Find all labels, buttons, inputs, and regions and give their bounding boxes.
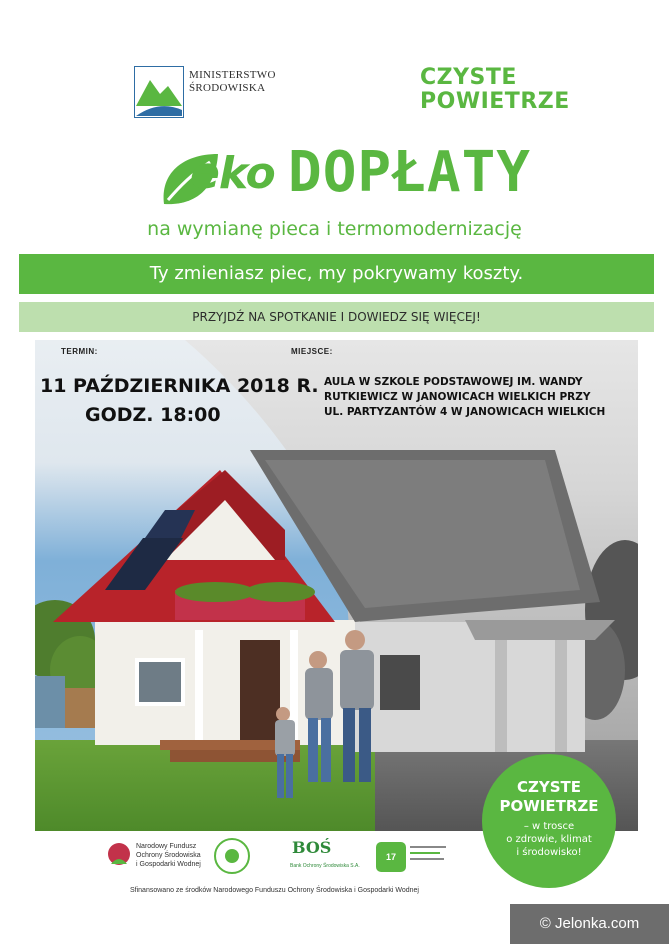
- badge-subtitle-line: o zdrowie, klimat: [506, 834, 592, 845]
- bos-logo-text: BOŚ: [292, 838, 332, 857]
- logo-doplaty-text: DOPŁATY: [288, 140, 532, 205]
- round-logo-mark-icon: [225, 849, 239, 863]
- event-date: 11 PAŹDZIERNIKA 2018 R.: [40, 375, 319, 397]
- event-place-line: RUTKIEWICZ W JANOWICACH WIELKICH PRZY: [324, 391, 591, 403]
- nfosigw-name-line: Narodowy Fundusz: [136, 843, 197, 850]
- ministry-name-line2: ŚRODOWISKA: [189, 82, 266, 94]
- badge-title-line2: POWIETRZE: [499, 797, 599, 815]
- bos-logo-subtitle: Bank Ochrony Środowiska S.A.: [290, 863, 360, 869]
- round-partner-logo: [214, 838, 250, 874]
- event-time: GODZ. 18:00: [85, 404, 221, 426]
- ministry-name-line1: MINISTERSTWO: [189, 69, 276, 81]
- ministry-logo: [134, 66, 304, 120]
- main-slogan-banner: Ty zmieniasz piec, my pokrywamy koszty.: [19, 254, 654, 294]
- event-place: [324, 375, 624, 420]
- partner-logos: [100, 836, 480, 882]
- miejsce-label: MIEJSCE:: [291, 347, 333, 356]
- funding-note: Sfinansowano ze środków Narodowego Funduszu Ochrony Środowiska i Gospodarki Wodnej: [130, 887, 419, 894]
- anniversary-badge: 17: [376, 842, 406, 872]
- program-title-line2: POWIETRZE: [420, 89, 570, 114]
- nfosigw-logo-icon: [106, 842, 132, 870]
- invitation-banner: PRZYJDŹ NA SPOTKANIE I DOWIEDZ SIĘ WIĘCEJ!: [19, 302, 654, 332]
- ekodoplaty-logo: [160, 140, 532, 212]
- nfosigw-name: [136, 842, 201, 869]
- event-info: [35, 340, 638, 450]
- badge-subtitle-line: – w trosce: [523, 821, 575, 832]
- ministry-mountain-icon: [134, 66, 184, 118]
- event-place-line: UL. PARTYZANTÓW 4 W JANOWICACH WIELKICH: [324, 406, 606, 418]
- badge-subtitle: [482, 820, 616, 859]
- clean-air-badge: [482, 754, 616, 888]
- termin-label: TERMIN:: [61, 347, 98, 356]
- program-title-line1: CZYSTE: [420, 65, 517, 90]
- anniversary-text-icon: [410, 844, 450, 868]
- watermark: © Jelonka.com: [510, 904, 669, 944]
- program-title: [420, 66, 570, 114]
- nfosigw-name-line: Ochrony Środowiska: [136, 852, 201, 859]
- badge-title-line1: CZYSTE: [516, 778, 582, 796]
- subtitle: na wymianę pieca i termomodernizację: [147, 218, 522, 240]
- badge-subtitle-line: i środowisko!: [516, 847, 582, 858]
- event-place-line: AULA W SZKOLE PODSTAWOWEJ IM. WANDY: [324, 376, 583, 388]
- nfosigw-name-line: i Gospodarki Wodnej: [136, 861, 201, 868]
- logo-eko-text: eko: [190, 148, 275, 199]
